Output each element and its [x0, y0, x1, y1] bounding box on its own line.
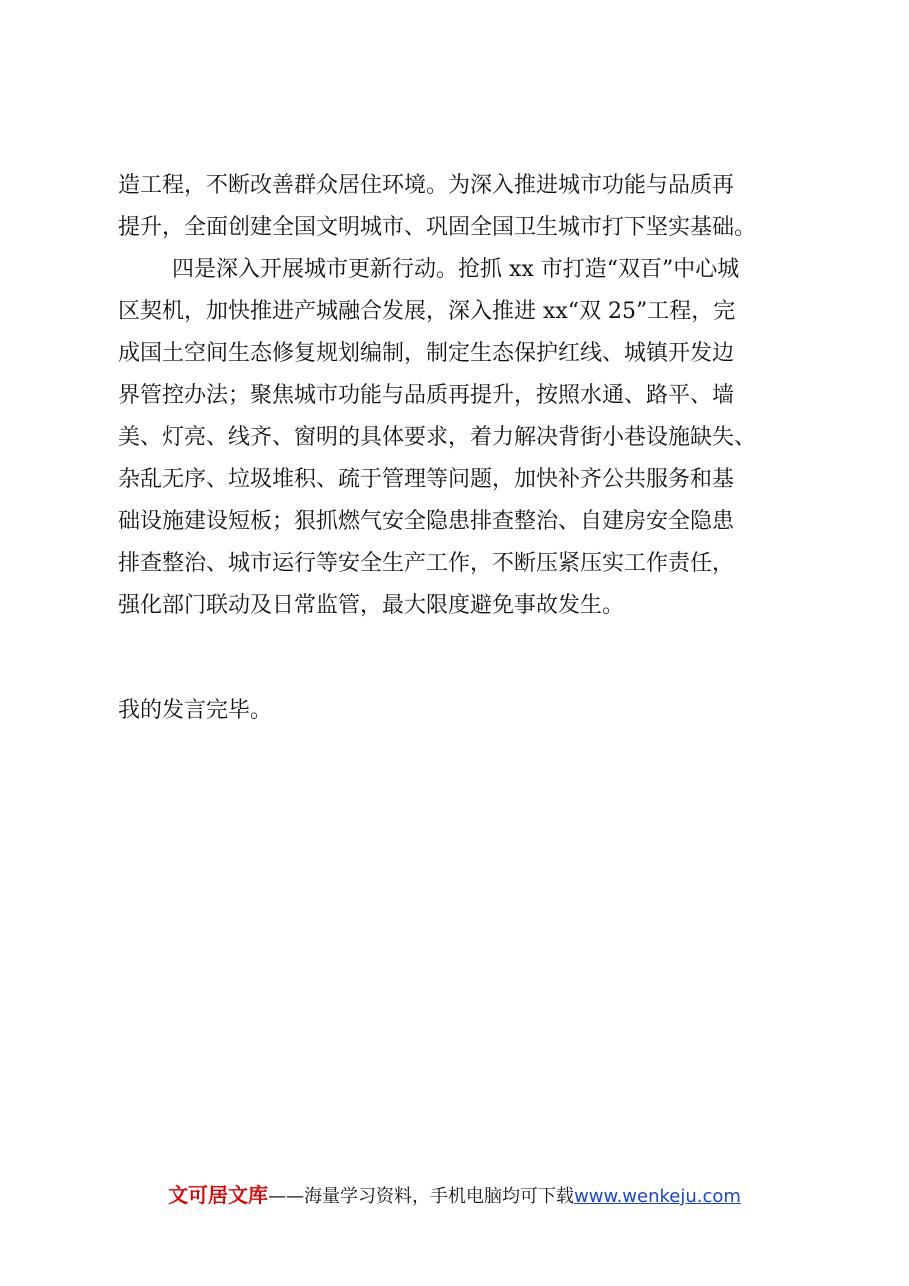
paragraph-first-line: 四是深入开展城市更新行动。抢抓 xx 市打造“双百”中心城	[172, 257, 740, 282]
document-body	[118, 165, 808, 627]
text-line: 提升，全面创建全国文明城市、巩固全国卫生城市打下坚实基础。	[118, 215, 757, 240]
footer-brand: 文可居文库	[168, 1183, 269, 1207]
text-line: 成国土空间生态修复规划编制，制定生态保护红线、城镇开发边	[118, 341, 735, 366]
text-line: 造工程，不断改善群众居住环境。为深入推进城市功能与品质再	[118, 173, 735, 198]
text-line: 界管控办法；聚焦城市功能与品质再提升，按照水通、路平、墙	[118, 383, 735, 408]
text-line: 强化部门联动及日常监管，最大限度避免事故发生。	[118, 593, 625, 618]
footer-tagline: ——海量学习资料，手机电脑均可下载	[268, 1186, 575, 1207]
footer-website-link[interactable]: www.wenkeju.com	[574, 1186, 741, 1207]
closing-line: 我的发言完毕。	[118, 698, 273, 723]
footer-banner	[0, 1180, 909, 1212]
text-line: 杂乱无序、垃圾堆积、疏于管理等问题，加快补齐公共服务和基	[118, 467, 735, 492]
text-line: 排查整治、城市运行等安全生产工作，不断压紧压实工作责任，	[118, 551, 735, 576]
text-line: 础设施建设短板；狠抓燃气安全隐患排查整治、自建房安全隐患	[118, 509, 735, 534]
text-line: 美、灯亮、线齐、窗明的具体要求，着力解决背街小巷设施缺失、	[118, 425, 757, 450]
text-line: 区契机，加快推进产城融合发展，深入推进 xx“双 25”工程，完	[118, 299, 736, 324]
